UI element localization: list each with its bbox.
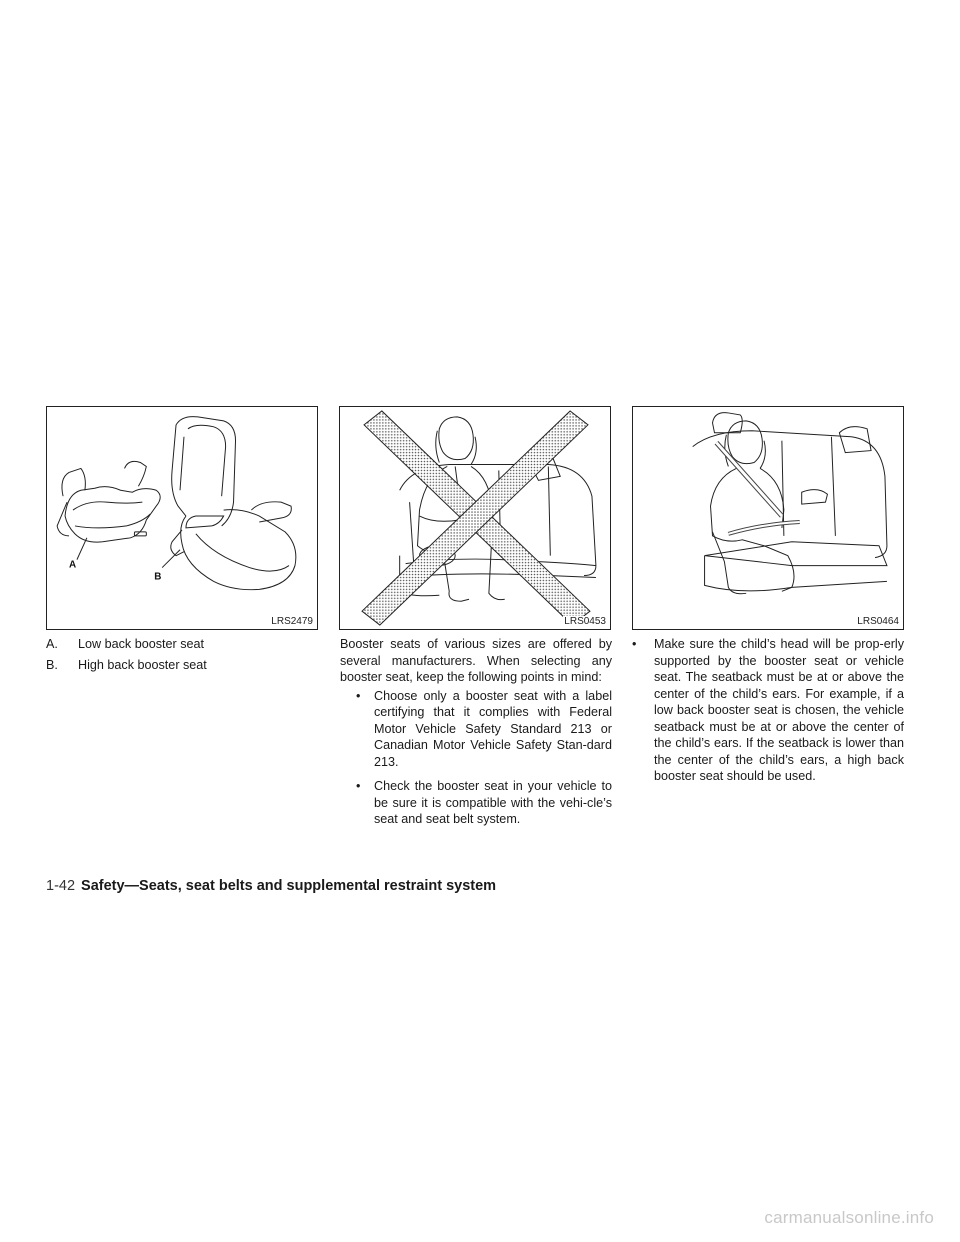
figure-incorrect-seating [339,406,611,630]
bullet-glyph: • [356,779,361,793]
intro-paragraph: Booster seats of various sizes are offered by several manufacturers. When selecting any booster seat, keep the following points in mind: [340,637,612,684]
caption-letter: B. [46,657,58,672]
correct-seating-illustration [633,407,903,629]
page-footer [46,877,496,895]
figure-booster-seats [46,406,318,630]
figure-code: LRS0464 [857,616,899,627]
bullet-text: Check the booster seat in your vehicle to be sure it is compatible with the vehi-cle’s seat and seat belt system. [374,779,612,826]
caption-item [46,657,318,674]
booster-seats-illustration [47,407,317,629]
page-number: 1-42 [46,878,76,894]
bullet-list [340,688,612,828]
bullet-item [632,636,904,785]
section-title: Safety—Seats, seat belts and supplemental restraint system [81,878,497,894]
callout-b: B [154,571,162,583]
bullet-text: Make sure the child’s head will be prop-erly supported by the booster seat or vehicle seat. The seatback must be at or above the center of the child’s ears. For example, if a low back booster seat is chosen, the vehicle seatback must be at or above the center of the child’s ears. If the seatback is lower than the center of the child’s ears, a high back booster seat should be used. [654,637,904,783]
figure-correct-seating [632,406,904,630]
bullet-text: Choose only a booster seat with a label certifying that it complies with Federal Motor Vehicle Safety Standard 213 or Canadian Motor Vehicle Safety Stan-dard 213. [374,688,612,769]
bullet-item [354,778,612,828]
incorrect-seating-illustration [340,407,610,629]
caption-letter: A. [46,637,58,651]
caption-text: High back booster seat [78,657,207,672]
booster-selection-text [340,636,612,836]
caption-item [46,636,318,653]
watermark: carmanualsonline.info [764,1208,934,1227]
bullet-glyph: • [632,637,637,651]
figure-caption-list [46,636,318,677]
callout-a: A [69,559,77,571]
head-support-text [632,636,904,793]
caption-text: Low back booster seat [78,637,205,651]
figure-code: LRS0453 [564,616,606,627]
figure-code: LRS2479 [271,616,313,627]
bullet-glyph: • [356,688,361,703]
bullet-item [354,688,612,771]
